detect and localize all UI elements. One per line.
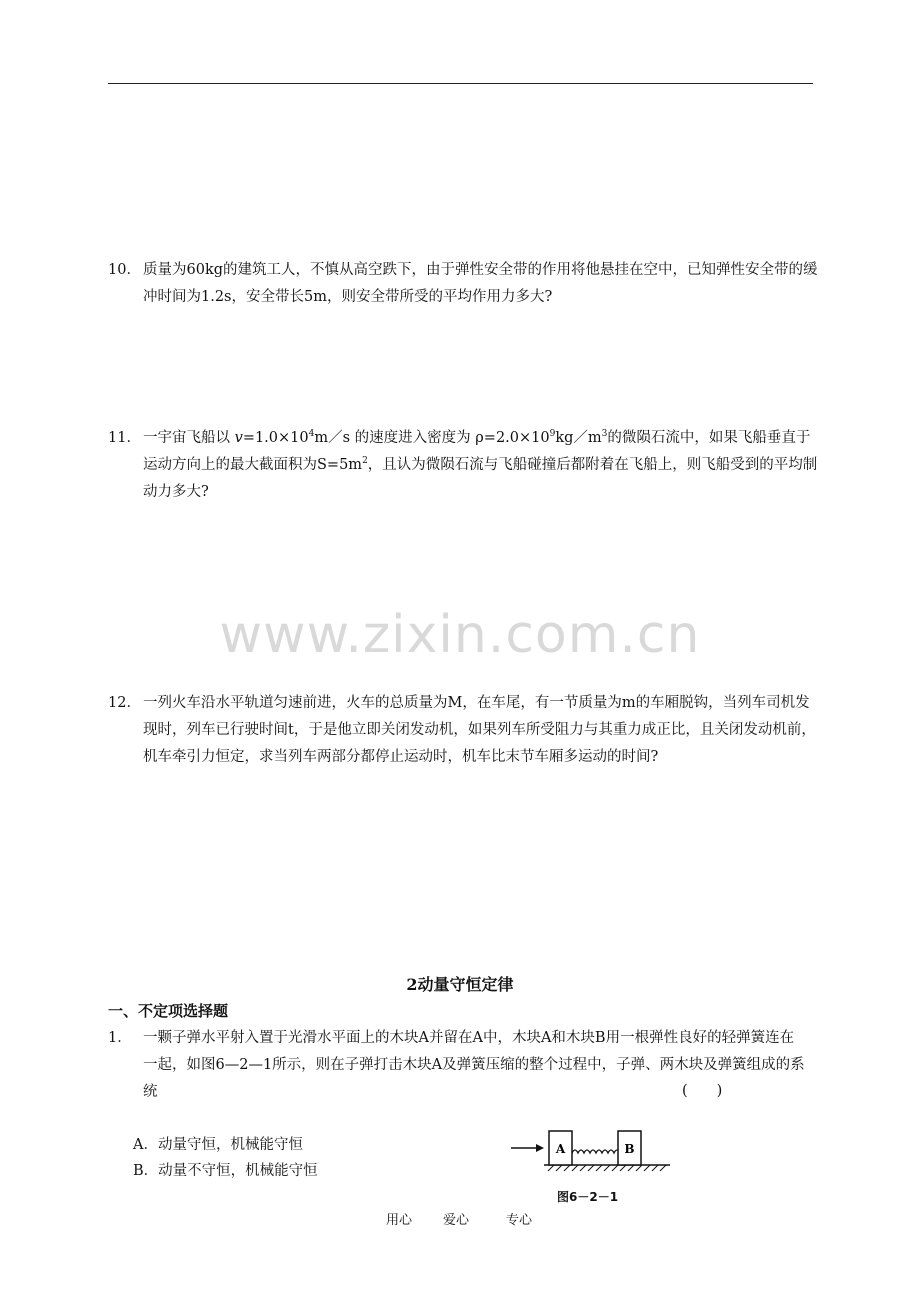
block-a-label: A (555, 1142, 566, 1156)
figure-caption: 图6－2－1 (557, 1190, 619, 1204)
answer-parentheses: ( ) (682, 1083, 723, 1099)
question-text: 质量为60kg的建筑工人，不慎从高空跌下，由于弹性安全带的作用将他悬挂在空中，已知弹性安全带的缓冲时间为1.2s，安全带长5m，则安全带所受的平均作用力多大? (143, 262, 818, 305)
watermark: www.zixin.com.cn (219, 605, 701, 665)
footer-text-3: 专心 (506, 1213, 533, 1228)
question-text: 一颗子弹水平射入置于光滑水平面上的木块A并留在A中，木块A和木块B用一根弹性良好的轻弹簧连在一起，如图6—2—1所示，则在子弹打击木块A及弹簧压缩的整个过程中，子弹、两木块及弹簧组成的系统 (143, 1030, 805, 1100)
question-number: 10． (108, 262, 141, 278)
question-12 (108, 690, 820, 771)
question-number: 11． (108, 430, 141, 446)
option-a: A．动量守恒，机械能守恒 (133, 1137, 303, 1153)
header-rule (108, 83, 813, 84)
question-text: 一列火车沿水平轨道匀速前进，火车的总质量为M，在车尾，有一节质量为m的车厢脱钩，当列车司机发现时，列车已行驶时间t，于是他立即关闭发动机，如果列车所受阻力与其重力成正比，且关闭发动机前，机车牵引力恒定，求当列车两部分都停止运动时，机车比末节车厢多运动的时间? (143, 695, 816, 765)
question-text: 一宇宙飞船以 $v=1.0\times 10^4m/s$ 的速度进入密度为 $\rho=2.0\times 10^9kg/m^3$的微陨石流中，如果飞船垂直于运动方向上的最大截面积为$S=5m^2$，且认为微陨石流与飞船碰撞后都附着在飞船上，则飞船受到的平均制动力多大? (143, 429, 818, 500)
option-b: B．动量不守恒，机械能守恒 (133, 1163, 318, 1179)
question-11 (108, 425, 820, 506)
question-number: 12． (108, 695, 141, 711)
question-10 (108, 257, 820, 311)
section-title: 2动量守恒定律 (406, 975, 514, 994)
figure-6-2-1 (508, 1122, 673, 1192)
block-b-label: B (624, 1142, 635, 1156)
question-number: 1． (108, 1030, 132, 1046)
footer-text-1: 用心 (386, 1213, 413, 1228)
ground-hatching (548, 1165, 666, 1171)
arrow-icon (511, 1144, 544, 1152)
footer-text-2: 爱心 (443, 1213, 470, 1228)
sub-title: 一、不定项选择题 (108, 1002, 229, 1020)
